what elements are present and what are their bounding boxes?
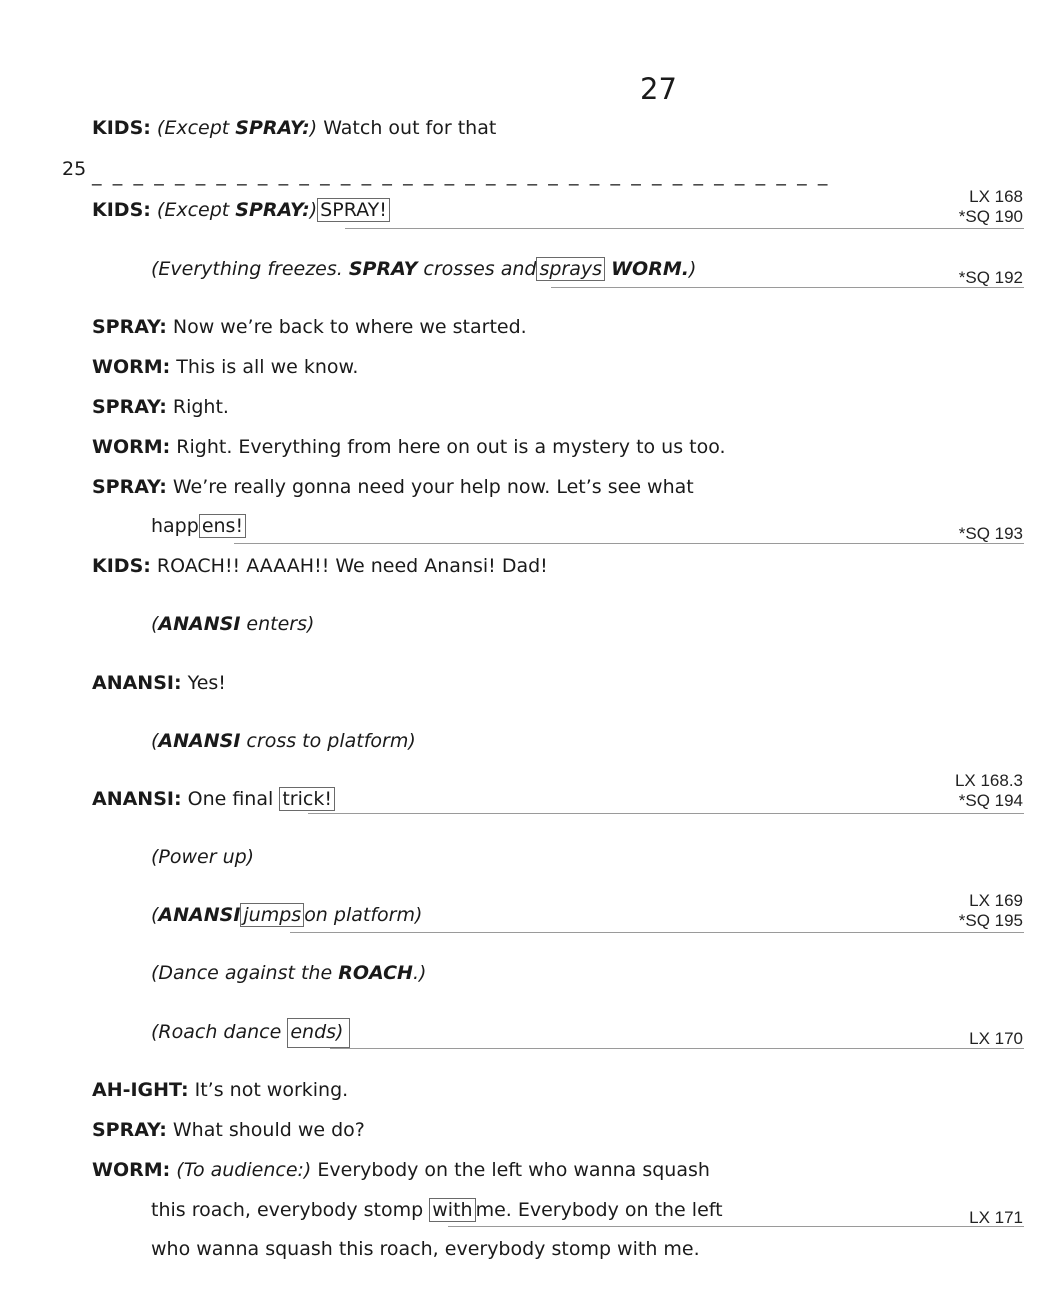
stage-direction-1: (Everything freezes. SPRAY crosses and sprays WORM.): [151, 258, 697, 280]
stage-direction-3: (ANANSI cross to platform): [151, 730, 416, 752]
dialogue-spray-2: SPRAY: Right.: [92, 396, 229, 418]
cue-label: LX 169 *SQ 195: [958, 891, 1023, 930]
dialogue-spray-3-cont: happ ens!: [151, 515, 246, 537]
margin-line-number: 25: [62, 158, 87, 180]
cue-marker-box: with: [429, 1198, 475, 1222]
dialogue-ahight-1: AH-IGHT: It’s not working.: [92, 1079, 349, 1101]
cue-marker-box: trick!: [279, 787, 335, 811]
stage-direction-7: (Roach dance ends): [151, 1021, 350, 1043]
cue-label: *SQ 192: [958, 268, 1023, 287]
stage-direction-4: (Power up): [151, 846, 255, 868]
dialogue-kids-3: KIDS: ROACH!! AAAAH!! We need Anansi! Dad!: [92, 555, 548, 577]
cue-marker-box: sprays: [536, 257, 605, 281]
dialogue-kids-1: KIDS: (Except SPRAY:) Watch out for that: [92, 117, 497, 139]
stage-direction-5: (ANANSI jumps on platform): [151, 904, 423, 926]
dialogue-anansi-2: ANANSI: One final trick!: [92, 788, 335, 810]
dialogue-spray-3: SPRAY: We’re really gonna need your help now. Let’s see what: [92, 476, 694, 498]
dialogue-spray-4: SPRAY: What should we do?: [92, 1119, 365, 1141]
dialogue-worm-3-cont: this roach, everybody stomp with me. Everybody on the left: [151, 1199, 723, 1221]
stage-direction-2: (ANANSI enters): [151, 613, 315, 635]
dialogue-worm-3: WORM: (To audience:) Everybody on the left who wanna squash: [92, 1159, 710, 1181]
cue-label: LX 168 *SQ 190: [958, 187, 1023, 226]
cue-line: [448, 1226, 1024, 1227]
cue-label: LX 171: [969, 1208, 1023, 1227]
cue-line: [308, 813, 1024, 814]
dialogue-spray-1: SPRAY: Now we’re back to where we started.: [92, 316, 527, 338]
cue-line: [234, 543, 1024, 544]
stage-direction-6: (Dance against the ROACH.): [151, 962, 427, 984]
dialogue-worm-3-cont2: who wanna squash this roach, everybody stomp with me.: [151, 1238, 700, 1260]
cue-line: [330, 1048, 1024, 1049]
dashed-rule: _ _ _ _ _ _ _ _ _ _ _ _ _ _ _ _ _ _ _ _ _ _ _ _ _ _ _ _ _ _ _ _ _ _ _ _: [92, 164, 830, 186]
cue-marker-box: SPRAY!: [317, 198, 390, 222]
cue-label: LX 170: [969, 1029, 1023, 1048]
cue-line: [290, 932, 1024, 933]
cue-line: [551, 287, 1024, 288]
page-number: 27: [640, 72, 677, 106]
dialogue-anansi-1: ANANSI: Yes!: [92, 672, 226, 694]
dialogue-worm-2: WORM: Right. Everything from here on out is a mystery to us too.: [92, 436, 726, 458]
cue-marker-box: jumps: [240, 903, 304, 927]
cue-marker-box: ends): [287, 1018, 350, 1048]
dialogue-worm-1: WORM: This is all we know.: [92, 356, 359, 378]
cue-line: [345, 228, 1024, 229]
cue-label: LX 168.3 *SQ 194: [954, 771, 1023, 810]
dialogue-kids-2: KIDS: (Except SPRAY:) SPRAY!: [92, 199, 390, 221]
cue-label: *SQ 193: [958, 524, 1023, 543]
cue-marker-box: ens!: [199, 514, 246, 538]
